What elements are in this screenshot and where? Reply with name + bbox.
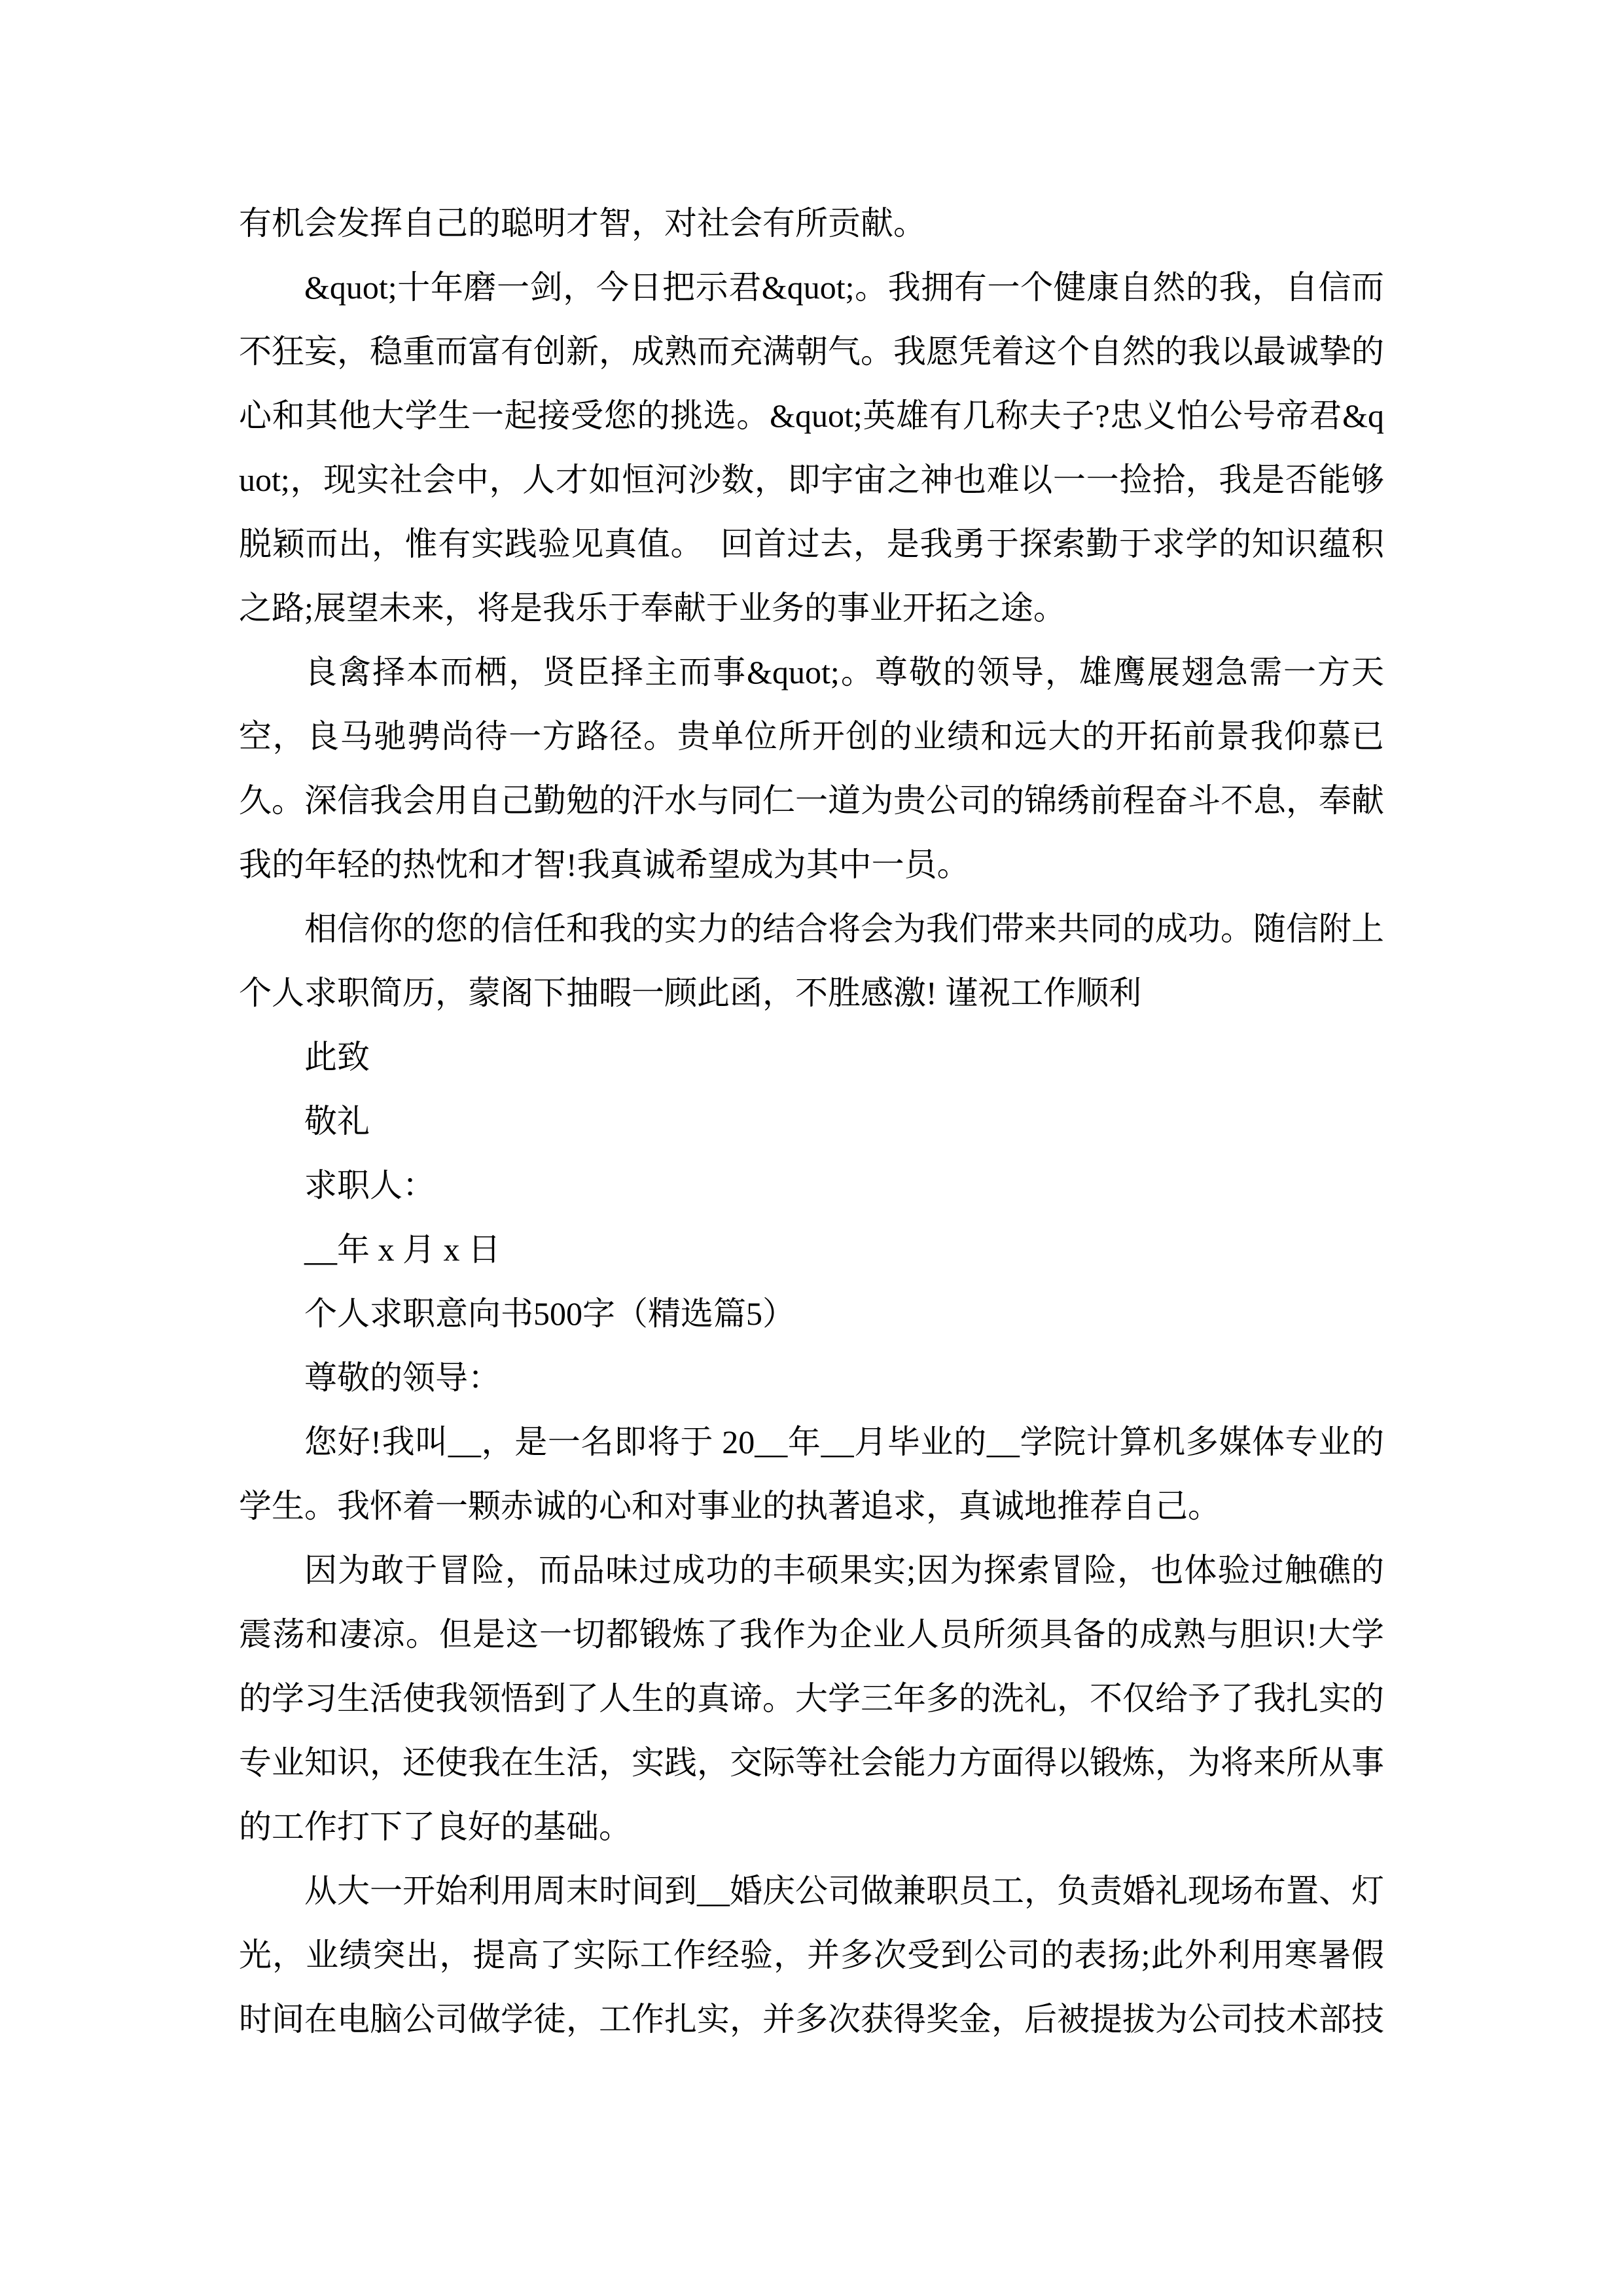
body-paragraph: 您好!我叫__，是一名即将于 20__年__月毕业的__学院计算机多媒体专业的学生。我怀着一颗赤诚的心和对事业的执著追求，真诚地推荐自己。 <box>239 1424 1384 1524</box>
document-body <box>239 191 1384 2051</box>
body-paragraph: 良禽择本而栖，贤臣择主而事&quot;。尊敬的领导，雄鹰展翅急需一方天空，良马驰骋尚待一方路径。贵单位所开创的业绩和远大的开拓前景我仰慕已久。深信我会用自己勤勉的汗水与同仁一道为贵公司的锦绣前程奋斗不息，奉献我的年轻的热忱和才智!我真诚希望成为其中一员。 <box>239 654 1384 883</box>
closing-line: 此致 <box>304 1039 370 1075</box>
section-title: 个人求职意向书500字（精选篇5） <box>304 1295 795 1332</box>
continued-paragraph: 有机会发挥自己的聪明才智，对社会有所贡献。 <box>239 205 926 242</box>
date-line: __年 x 月 x 日 <box>304 1231 501 1268</box>
body-paragraph: &quot;十年磨一剑，今日把示君&quot;。我拥有一个健康自然的我，自信而不狂妄，稳重而富有创新，成熟而充满朝气。我愿凭着这个自然的我以最诚挚的心和其他大学生一起接受您的挑选。&quot;英雄有几称夫子?忠义怕公号帝君&quot;，现实社会中，人才如恒河沙数，即宇宙之神也难以一一捡拾，我是否能够脱颖而出，惟有实践验见真值。 回首过去，是我勇于探索勤于求学的知识蕴积之路;展望未来，将是我乐于奉献于业务的事业开拓之途。 <box>239 269 1384 626</box>
salutation: 尊敬的领导： <box>304 1359 501 1396</box>
salute-line: 敬礼 <box>304 1103 370 1139</box>
signature-label: 求职人： <box>304 1167 435 1204</box>
body-paragraph: 因为敢于冒险，而品味过成功的丰硕果实;因为探索冒险，也体验过触礁的震荡和凄凉。但是这一切都锻炼了我作为企业人员所须具备的成熟与胆识!大学的学习生活使我领悟到了人生的真谛。大学三年多的洗礼，不仅给予了我扎实的专业知识，还使我在生活，实践，交际等社会能力方面得以锻炼，为将来所从事的工作打下了良好的基础。 <box>239 1552 1384 1845</box>
body-paragraph: 相信你的您的信任和我的实力的结合将会为我们带来共同的成功。随信附上个人求职简历，蒙阁下抽暇一顾此函，不胜感激! 谨祝工作顺利 <box>239 910 1384 1011</box>
body-paragraph: 从大一开始利用周末时间到__婚庆公司做兼职员工，负责婚礼现场布置、灯光，业绩突出，提高了实际工作经验，并多次受到公司的表扬;此外利用寒暑假时间在电脑公司做学徒，工作扎实，并多次获得奖金，后被提拔为公司技术部技 <box>239 1873 1384 2037</box>
